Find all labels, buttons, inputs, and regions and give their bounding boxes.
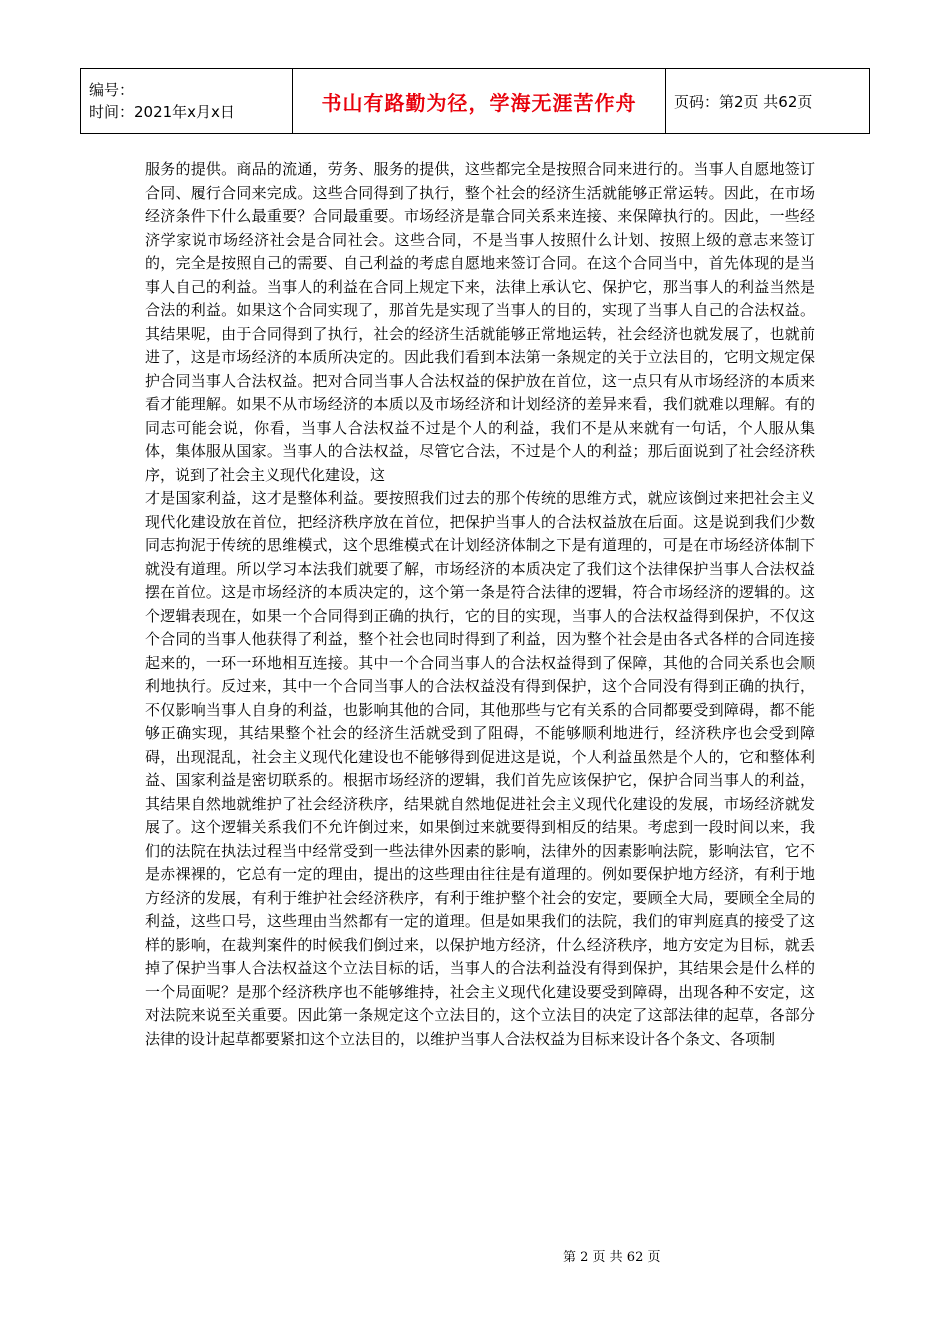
header-page-info: 页码：第2页 共62页 [666, 69, 870, 134]
header-motto: 书山有路勤为径，学海无涯苦作舟 [321, 90, 637, 115]
body-paragraph-1: 服务的提供。商品的流通，劳务、服务的提供，这些都完全是按照合同来进行的。当事人自愿地签订合同、履行合同来完成。这些合同得到了执行，整个社会的经济生活就能够正常运转。因此，在市场经济条件下什么最重要？合同最重要。市场经济是靠合同关系来连接、来保障执行的。因此，一些经济学家说市场经济社会是合同社会。这些合同，不是当事人按照什么计划、按照上级的意志来签订的，完全是按照自己的需要、自己利益的考虑自愿地来签订合同。在这个合同当中，首先体现的是当事人自己的利益。当事人的利益在合同上规定下来，法律上承认它、保护它，那当事人的利益当然是合法的利益。如果这个合同实现了，那首先是实现了当事人的目的，实现了当事人自己的合法权益。其结果呢，由于合同得到了执行，社会的经济生活就能够正常地运转，社会经济也就发展了，也就前进了，这是市场经济的本质所决定的。因此我们看到本法第一条规定的关于立法目的，它明文规定保护合同当事人合法权益。把对合同当事人合法权益的保护放在首位，这一点只有从市场经济的本质来看才能理解。如果不从市场经济的本质以及市场经济和计划经济的差异来看，我们就难以理解。有的同志可能会说，你看，当事人合法权益不过是个人的利益，我们不是从来就有一句话，个人服从集体，集体服从国家。当事人的合法权益，尽管它合法，不过是个人的利益；那后面说到了社会经济秩序，说到了社会主义现代化建设，这 [145, 160, 815, 484]
document-number-label: 编号： [89, 81, 135, 99]
header-meta [81, 69, 293, 134]
document-body [145, 158, 815, 1051]
document-time-label: 时间：2021年x月x日 [89, 103, 235, 121]
body-paragraph-2: 才是国家利益，这才是整体利益。要按照我们过去的那个传统的思维方式，就应该倒过来把社会主义现代化建设放在首位，把经济秩序放在首位，把保护当事人的合法权益放在后面。这是说到我们少数同志拘泥于传统的思维模式，这个思维模式在计划经济体制之下是有道理的，可是在市场经济体制下就没有道理。所以学习本法我们就要了解，市场经济的本质决定了我们这个法律保护当事人合法权益摆在首位。这是市场经济的本质决定的，这个第一条是符合法律的逻辑，符合市场经济的逻辑的。这个逻辑表现在，如果一个合同得到正确的执行，它的目的实现，当事人的合法权益得到保护，不仅这个合同的当事人他获得了利益，整个社会也同时得到了利益，因为整个社会是由各式各样的合同连接起来的，一环一环地相互连接。其中一个合同当事人的合法权益得到了保障，其他的合同关系也会顺利地执行。反过来，其中一个合同当事人的合法权益没有得到保护，这个合同没有得到正确的执行，不仅影响当事人自身的利益，也影响其他的合同，其他那些与它有关系的合同都要受到障碍，都不能够正确实现，其结果整个社会的经济生活就受到了阻碍，不能够顺利地进行，经济秩序也会受到障碍，出现混乱，社会主义现代化建设也不能够得到促进这是说，个人利益虽然是个人的，它和整体利益、国家利益是密切联系的。根据市场经济的逻辑，我们首先应该保护它，保护合同当事人的利益，其结果自然地就维护了社会经济秩序，结果就自然地促进社会主义现代化建设的发展，市场经济就发展了。这个逻辑关系我们不允许倒过来，如果倒过来就要得到相反的结果。考虑到一段时间以来，我们的法院在执法过程当中经常受到一些法律外因素的影响，法律外的因素影响法院，影响法官，它不是赤裸裸的，它总有一定的理由，提出的这些理由往往是有道理的。例如要保护地方经济，有利于地方经济的发展，有利于维护社会经济秩序，有利于维护整个社会的安定，要顾全大局，要顾全全局的利益，这些口号，这些理由当然都有一定的道理。但是如果我们的法院，我们的审判庭真的接受了这样的影响，在裁判案件的时候我们倒过来，以保护地方经济，什么经济秩序，地方安定为目标，就丢掉了保护当事人合法权益这个立法目标的话，当事人的合法利益没有得到保护，其结果会是什么样的一个局面呢？是那个经济秩序也不能够维持，社会主义现代化建设要受到障碍，出现各种不安定，这对法院来说至关重要。因此第一条规定这个立法目的，这个立法目的决定了这部法律的起草，各部分法律的设计起草都要紧扣这个立法目的，以维护当事人合法权益为目标来设计各个条文、各项制 [145, 489, 815, 1048]
document-header [80, 68, 870, 134]
header-motto-cell [293, 69, 666, 134]
page-footer: 第 2 页 共 62 页 [563, 1250, 661, 1265]
